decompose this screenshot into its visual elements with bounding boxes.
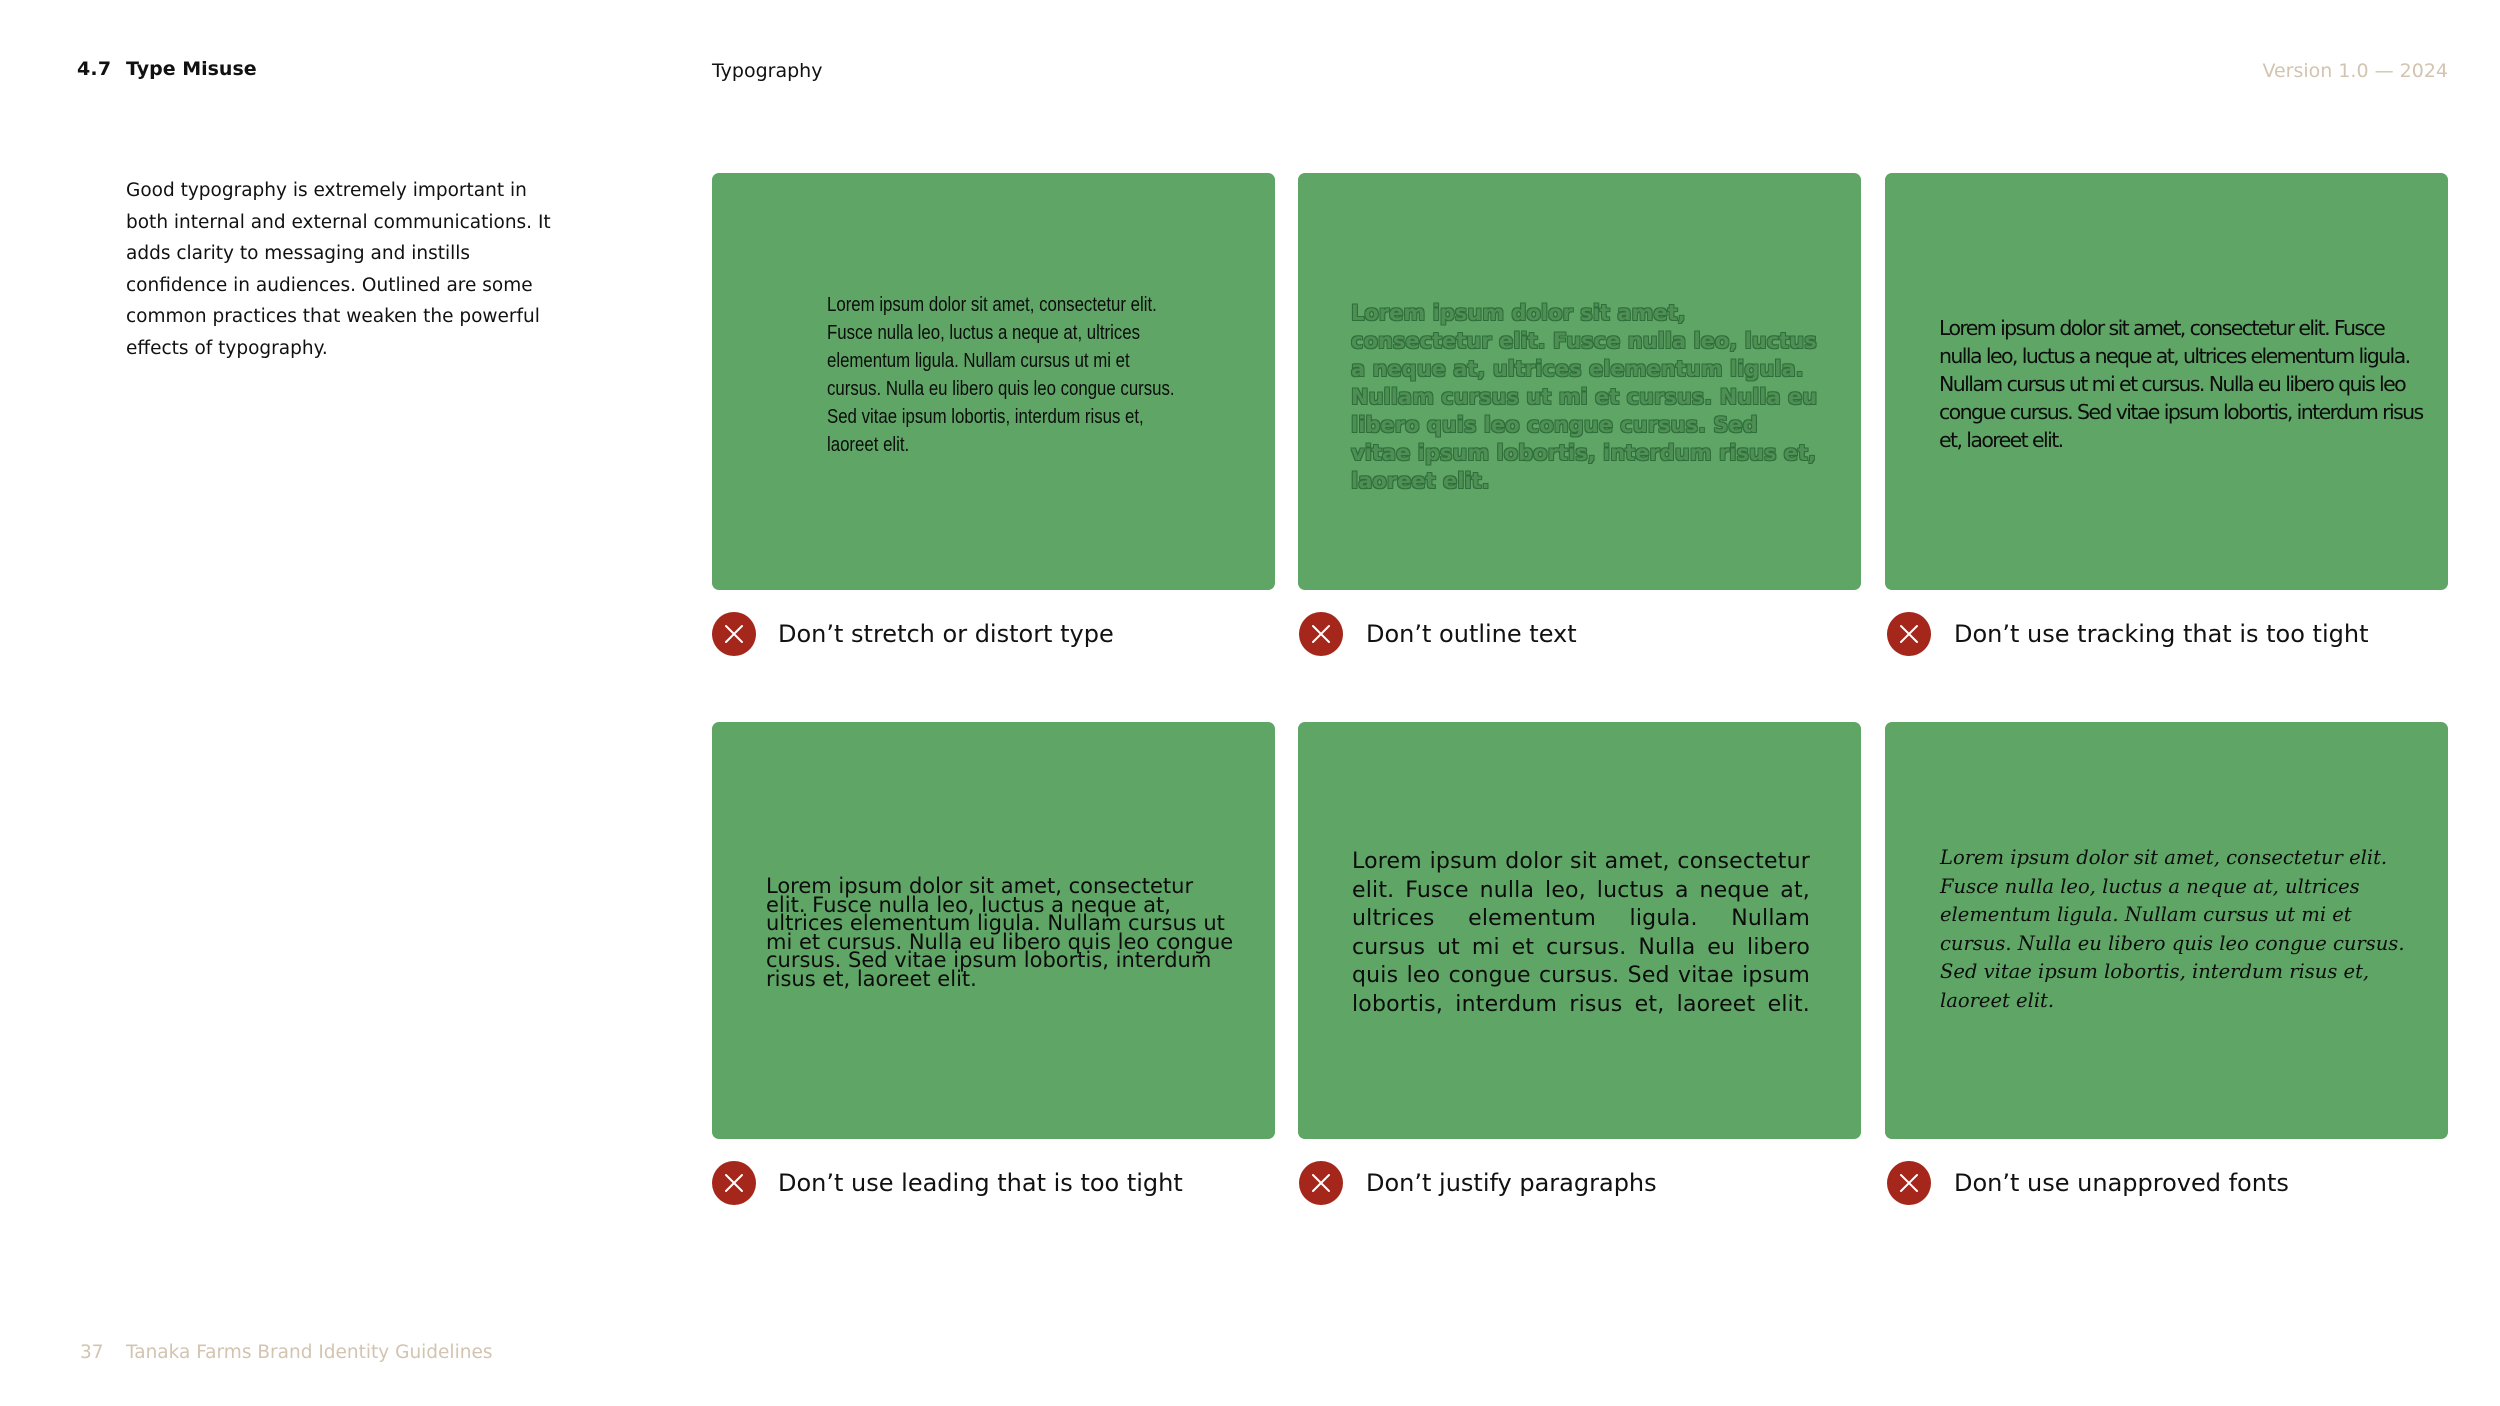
intro-paragraph: Good typography is extremely important in both internal and external communications. It adds clarity to messaging and instills confidence in audiences. Outlined are some common practices that weaken the powerful effects of typography. <box>126 180 551 359</box>
version-label: Version 1.0 — 2024 <box>2262 60 2448 82</box>
example-card-stretched <box>712 173 1275 590</box>
example-card-justified <box>1298 722 1861 1139</box>
caption-leading: Don’t use leading that is too tight <box>778 1169 1183 1197</box>
page-number: 37 <box>80 1342 104 1363</box>
example-card-tight-tracking <box>1885 173 2448 590</box>
example-card-tight-leading <box>712 722 1275 1139</box>
x-circle-icon <box>712 612 756 656</box>
caption-outline: Don’t outline text <box>1366 620 1577 648</box>
sample-text-justified: Lorem ipsum dolor sit amet, consectetur elit. Fusce nulla leo, luctus a neque at, ultrices elementum ligula. Nullam cursus ut mi et cursus. Nulla eu libero quis leo congue cursus. Sed vitae ipsum lobortis, interdum risus et, laoreet elit. <box>1352 849 1810 1017</box>
x-circle-icon <box>1887 612 1931 656</box>
sample-text-tight-leading: Lorem ipsum dolor sit amet, consectetur elit. Fusce nulla leo, luctus a neque at, ultrices elementum ligula. Nullam cursus ut mi et cursus. Nulla eu libero quis leo congue cursus. Sed vitae ipsum lobortis, interdum risus et, laoreet elit. <box>766 874 1234 991</box>
document-title: Tanaka Farms Brand Identity Guidelines <box>126 1342 493 1363</box>
x-circle-icon <box>712 1161 756 1205</box>
caption-justify: Don’t justify paragraphs <box>1366 1169 1657 1197</box>
sample-text-outlined: Lorem ipsum dolor sit amet, consectetur elit. Fusce nulla leo, luctus a neque at, ultrices elementum ligula. Nullam cursus ut mi et cursus. Nulla eu libero quis leo congue cursus. Sed vitae ipsum lobortis, interdum risus et, laoreet elit. <box>1351 301 1818 493</box>
section-title: Type Misuse <box>126 58 257 80</box>
x-circle-icon <box>1887 1161 1931 1205</box>
example-card-unapproved-font <box>1885 722 2448 1139</box>
caption-fonts: Don’t use unapproved fonts <box>1954 1169 2289 1197</box>
caption-stretch: Don’t stretch or distort type <box>778 620 1114 648</box>
x-circle-icon <box>1299 1161 1343 1205</box>
example-card-outlined <box>1298 173 1861 590</box>
x-circle-icon <box>1299 612 1343 656</box>
section-number: 4.7 <box>77 58 112 80</box>
chapter-label: Typography <box>712 60 823 82</box>
sample-text-stretched: Lorem ipsum dolor sit amet, consectetur elit. Fusce nulla leo, luctus a neque at, ultrices elementum ligula. Nullam cursus ut mi et cursus. Nulla eu libero quis leo congue cursus. Sed vitae ipsum lobortis, interdum risus et, laoreet elit. <box>827 293 1175 456</box>
caption-tracking: Don’t use tracking that is too tight <box>1954 620 2369 648</box>
sample-text-tight-tracking: Lorem ipsum dolor sit amet, consectetur elit. Fusce nulla leo, luctus a neque at, ultrices elementum ligula. Nullam cursus ut mi et cursus. Nulla eu libero quis leo congue cursus. Sed vitae ipsum lobortis, interdum risus et, laoreet elit. <box>1939 316 2423 452</box>
sample-text-unapproved-font: Lorem ipsum dolor sit amet, consectetur elit. Fusce nulla leo, luctus a neque at, ultrices elementum ligula. Nullam cursus ut mi et cursus. Nulla eu libero quis leo congue cursus. Sed vitae ipsum lobortis, interdum risus et, laoreet elit. <box>1940 846 2405 1012</box>
